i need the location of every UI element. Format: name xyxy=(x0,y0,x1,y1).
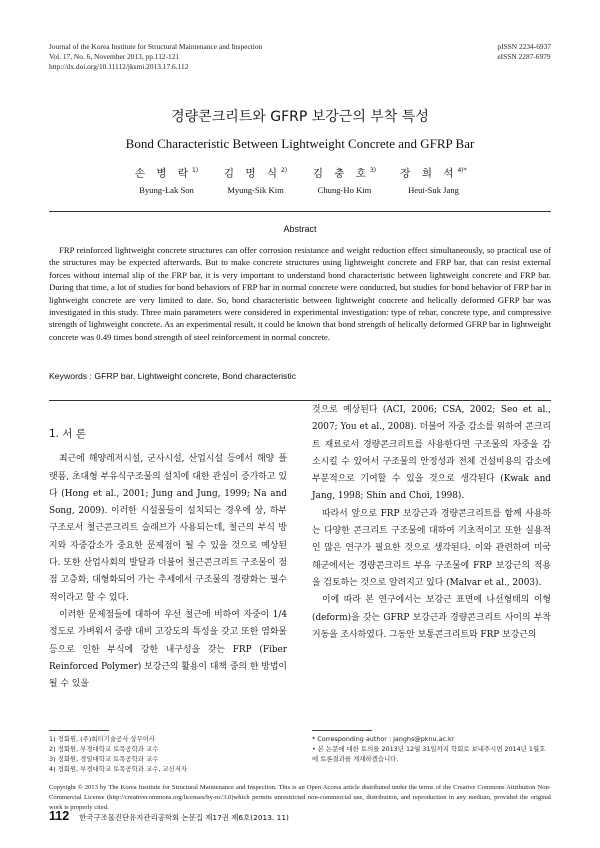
author-affil-mark: 2) xyxy=(280,167,288,174)
eissn: eISSN 2287-6979 xyxy=(497,52,551,61)
author-name-en: Heui-Suk Jang xyxy=(408,184,459,195)
journal-volume: Vol. 17, No. 6, November 2013, pp.112-121 xyxy=(49,52,180,61)
journal-issue: 한국구조물진단유지관리공학회 논문집 제17권 제6호(2013. 11) xyxy=(79,813,289,822)
title-english: Bond Characteristic Between Lightweight Concrete and GFRP Bar xyxy=(125,136,475,151)
author-affil-mark: 4)* xyxy=(457,167,467,174)
footnote: 2) 정회원, 부경대학교 토목공학과 교수 xyxy=(49,745,159,753)
page-number: 112 xyxy=(49,809,70,823)
footnote-rule xyxy=(312,730,372,731)
author-name-ko: 김 충 호 xyxy=(312,167,370,180)
journal-name: Journal of the Korea Institute for Structural Maintenance and Inspection xyxy=(49,42,263,51)
page-footer xyxy=(49,809,289,823)
author-list xyxy=(0,163,600,196)
author xyxy=(122,163,211,196)
doi-link[interactable]: http://dx.doi.org/10.11112/jksmi.2013.17.6.112 xyxy=(49,62,189,71)
corresponding-footnotes xyxy=(312,734,551,764)
author-name-en: Byung-Lak Son xyxy=(139,184,194,195)
journal-header xyxy=(49,42,262,72)
title-korean: 경량콘크리트와 GFRP 보강근의 부착 특성 xyxy=(171,109,429,125)
author-name-en: Chung-Ho Kim xyxy=(317,184,372,195)
affiliation-footnotes xyxy=(49,734,287,774)
issn-block xyxy=(497,42,551,62)
pissn: pISSN 2234-6937 xyxy=(497,42,551,51)
abstract-text: FRP reinforced lightweight concrete structures can offer corrosion resistance and weight reduction effect simultaneously, so practical use of the structures may be expected afterwards. But to make concrete structures using lightweight concrete and FRP bar, that can resist external forces without internal slip of the FRP bar, it is very important to understand bond characteristic between lightweight concrete and FRP bar. During that time, a lot of studies for bond behaviors of FRP bar in normal concrete were conducted, but studies for bond behavior of FRP bar in lightweight concrete are very limited to date. So, bond characteristic between lightweight concrete and helically deformed GFRP bar was investigated in this study. Three main parameters were considered in experimental investigation: type of rebar, concrete type, and compressive strength of lightweight concrete. As an experimental result, it could be known that bond strength of helically deformed GFRP bar in lightweight concrete was 0.49 times bond strength of steel reinforcement in normal concrete. xyxy=(49,245,551,342)
corresponding-author: * Corresponding author : janghs@pknu.ac.kr xyxy=(312,735,455,743)
footnote: 1) 정회원, (주)희티기술공사 상무이사 xyxy=(49,735,156,743)
keywords: Keywords : GFRP bar, Lightweight concrete, Bond characteristic xyxy=(49,371,297,381)
discussion-note: • 본 논문에 대한 토의를 2013년 12월 31일까지 학회로 보내주시면 2014년 1월호에 토론결과를 게재하겠습니다. xyxy=(312,745,546,763)
author-name-ko: 장 희 석 xyxy=(400,167,458,180)
footnote: 3) 정회원, 경일대학교 토목공학과 교수 xyxy=(49,755,159,763)
body-left-column xyxy=(49,426,287,693)
abstract-top-rule xyxy=(49,211,551,212)
abstract-heading: Abstract xyxy=(283,224,317,234)
paragraph: 이에 따라 본 연구에서는 보강근 표면에 나선형태의 이형(deform)을 갖는 GFRP 보강근과 경량콘크리트 사이의 부착거동을 조사하였다. 그동안 보통콘크리트와 FRP 보강근의 xyxy=(312,595,551,640)
copyright-notice: Copyright © 2013 by The Korea Institute for Structural Maintenance and Inspection. This is an Open Access article distributed under the terms of the Creative Commons Attribution Non-Commercial License (http://creativecommons.org/licenses/by-nc/3.0)which permits unrestricted non-commercial use, distribution, and reproduction in any medium, provided the original work is properly cited. xyxy=(49,784,551,811)
abstract-bottom-rule xyxy=(49,400,551,401)
author xyxy=(389,163,478,196)
author xyxy=(300,163,389,196)
footnote: 4) 정회원, 부경대학교 토목공학과 교수, 교신저자 xyxy=(49,765,188,773)
author-name-ko: 손 병 락 xyxy=(134,167,192,180)
paragraph: 최근에 해양레저시설, 군사시설, 산업시설 등에서 해양 플랫폼, 초대형 부유식구조물의 설치에 대한 관심이 증가하고 있다 (Hong et al., 2001; Jung and Jung, 1999; Na and Song, 2009). 이러한 시설물들이 설치되는 경우에 상, 하부 구조로서 철근콘크리트 슬래브가 사용되는데, 철근의 부식 방지와 자중감소가 중요한 문제점이 될 수 있을 것으로 예상된다. 또한 산업사회의 발달과 더불어 철근콘크리트 구조물이 점점 고층화, 대형화되어 가는 추세에서 구조물의 경량화는 필수적이라고 할 수 있다. xyxy=(49,454,287,603)
paragraph: 따라서 앞으로 FRP 보강근과 경량콘크리트를 함께 사용하는 다양한 콘크리트 구조물에 대하여 기초적이고 또한 실용적인 많은 연구가 필요한 것으로 생각된다. 이와 관련하여 미국 해군에서는 경량콘크리트 부유 구조물에 FRP 보강근의 적용을 검토하는 것으로 알려지고 있다 (Malvar et al., 2003). xyxy=(312,508,551,588)
author-name-ko: 김 명 식 xyxy=(223,167,281,180)
author-affil-mark: 3) xyxy=(369,167,377,174)
author xyxy=(211,163,300,196)
paragraph: 것으로 예상된다 (ACI, 2006; CSA, 2002; Seo et al., 2007; You et al., 2008). 더불어 자중 감소를 위하여 콘크리트 재료로서 경량콘크리트를 사용한다면 구조물의 자중을 감소시킬 수 있어서 구조물의 안정성과 전체 건설비용의 감소에 부분적으로 기여할 수 있을 것으로 생각된다 (Kwak and Jang, 1998; Shin and Choi, 1998). xyxy=(312,405,551,502)
section-title: 1. 서 론 xyxy=(49,428,86,440)
footnote-rule xyxy=(49,730,109,731)
author-name-en: Myung-Sik Kim xyxy=(227,184,284,195)
body-right-column xyxy=(312,402,551,644)
paragraph: 이러한 문제점들에 대하여 우선 철근에 비하여 자중이 1/4 정도로 가벼워서 중량 대비 고강도의 특성을 갖고 또한 염화물 등으로 인한 부식에 강한 내구성을 갖는 FRP (Fiber Reinforced Polymer) 보강근의 활용이 대책 중의 한 방법이 될 수 있을 xyxy=(49,609,287,690)
author-affil-mark: 1) xyxy=(191,167,199,174)
